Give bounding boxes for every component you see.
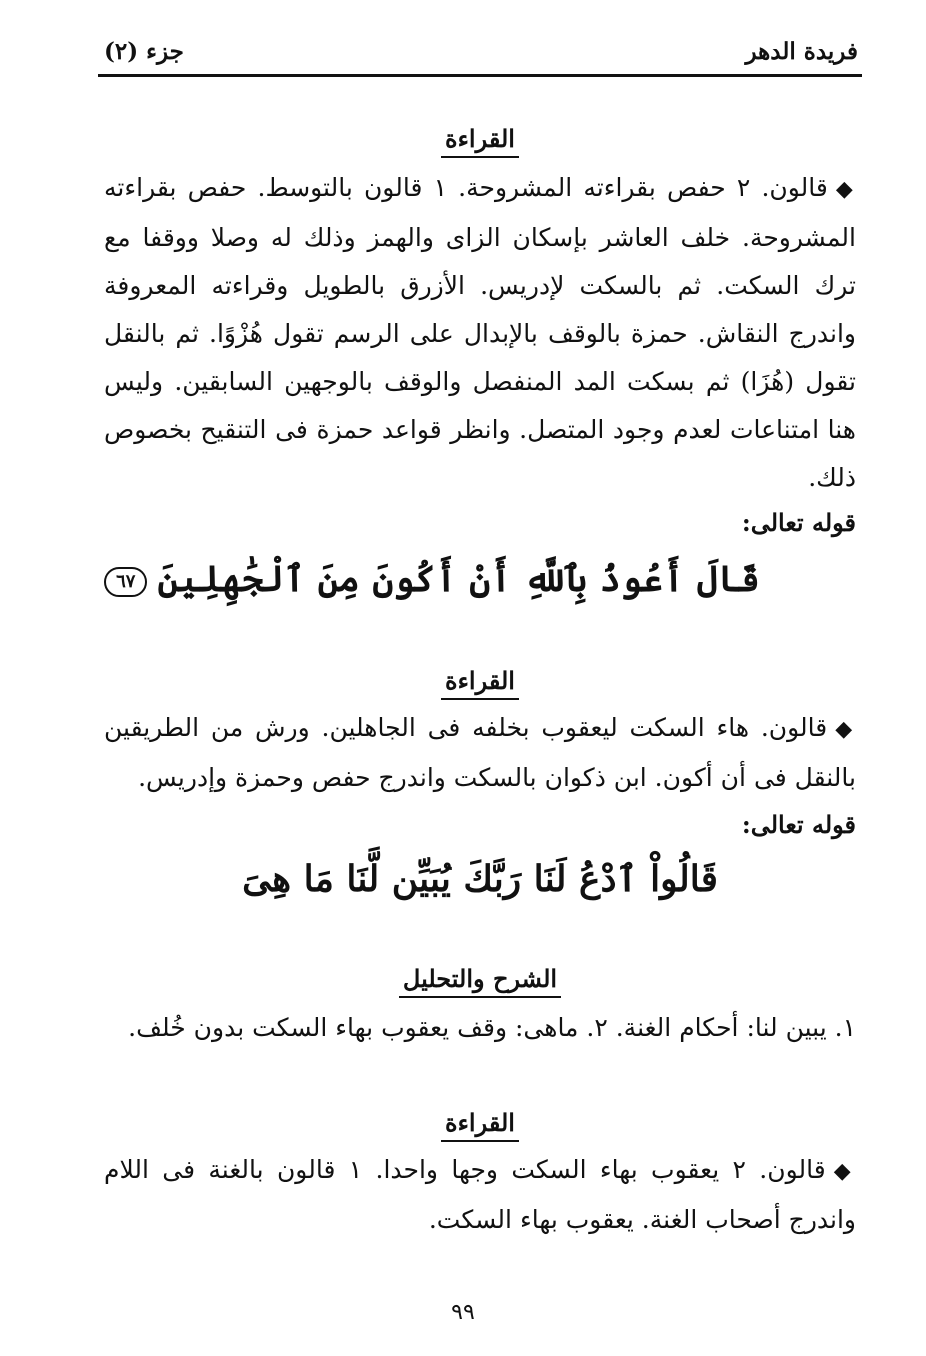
reading-paragraph (104, 1146, 856, 1244)
verse-label: قوله تعالى: (741, 508, 856, 537)
quran-verse (116, 558, 760, 600)
reading-paragraph (104, 164, 856, 502)
book-title: فريدة الدهر (745, 38, 858, 65)
diamond-bullet-icon: ◆ (835, 177, 856, 202)
running-header (98, 34, 860, 74)
explanation-paragraph: ١. يبين لنا: أحكام الغنة. ٢. ماهى: وقف يعقوب بهاء السكت بدون خُلف. (128, 1013, 856, 1042)
explanation-heading-text: الشرح والتحليل (399, 964, 561, 998)
diamond-bullet-icon: ◆ (833, 1159, 857, 1184)
reading-heading (380, 124, 580, 158)
header-rule (98, 74, 862, 77)
quran-verse (230, 858, 730, 900)
verse-text: قَالُواْ ٱدْعُ لَنَا رَبَّكَ يُبَيِّن لَّنَا مَا هِىَ (242, 858, 718, 900)
reading-heading-text: القراءة (441, 124, 519, 158)
reading-heading-text: القراءة (441, 666, 519, 700)
ayah-number-icon: ٦٧ (104, 567, 147, 597)
diamond-bullet-icon: ◆ (835, 717, 856, 742)
reading-text: قالون. ٢ حفص بقراءته المشروحة. ١ قالون بالتوسط. حفص بقراءته المشروحة. خلف العاشر بإسكان الزاى والهمز وذلك له وصلا ووقفا مع ترك السكت. ثم بالسكت لإدريس. الأزرق بالطويل وقراءته المعروفة واندرج النقاش. حمزة بالوقف بالإبدال على الرسم تقول هُزْوًا. ثم بالنقل تقول (هُزَا) ثم بسكت المد المنفصل والوقف بالوجهين السابقين. وليس هنا امتناعات لعدم وجود المتصل. وانظر قواعد حمزة فى التنقيح بخصوص ذلك. (104, 173, 856, 492)
verse-label: قوله تعالى: (741, 810, 856, 839)
page-number: ٩٩ (451, 1300, 475, 1325)
reading-paragraph (104, 704, 856, 802)
explanation-heading (360, 964, 600, 998)
reading-heading-text: القراءة (441, 1108, 519, 1142)
reading-heading (380, 1108, 580, 1142)
reading-heading (380, 666, 580, 700)
reading-text: قالون. هاء السكت ليعقوب بخلفه فى الجاهلين. ورش من الطريقين بالنقل فى أن أكون. ابن ذكوان بالسكت واندرج حفص وحمزة وإدريس. (104, 713, 856, 792)
verse-text: قَالَ أَعُوذُ بِٱللَّهِ أَنْ أَكُونَ مِنَ ٱلْجَٰهِلِينَ (157, 558, 760, 600)
reading-text: قالون. ٢ يعقوب بهاء السكت وجها واحدا. ١ قالون بالغنة فى اللام واندرج أصحاب الغنة. يعقوب بهاء السكت. (104, 1155, 856, 1234)
part-number: جزء (٢) (104, 38, 184, 65)
